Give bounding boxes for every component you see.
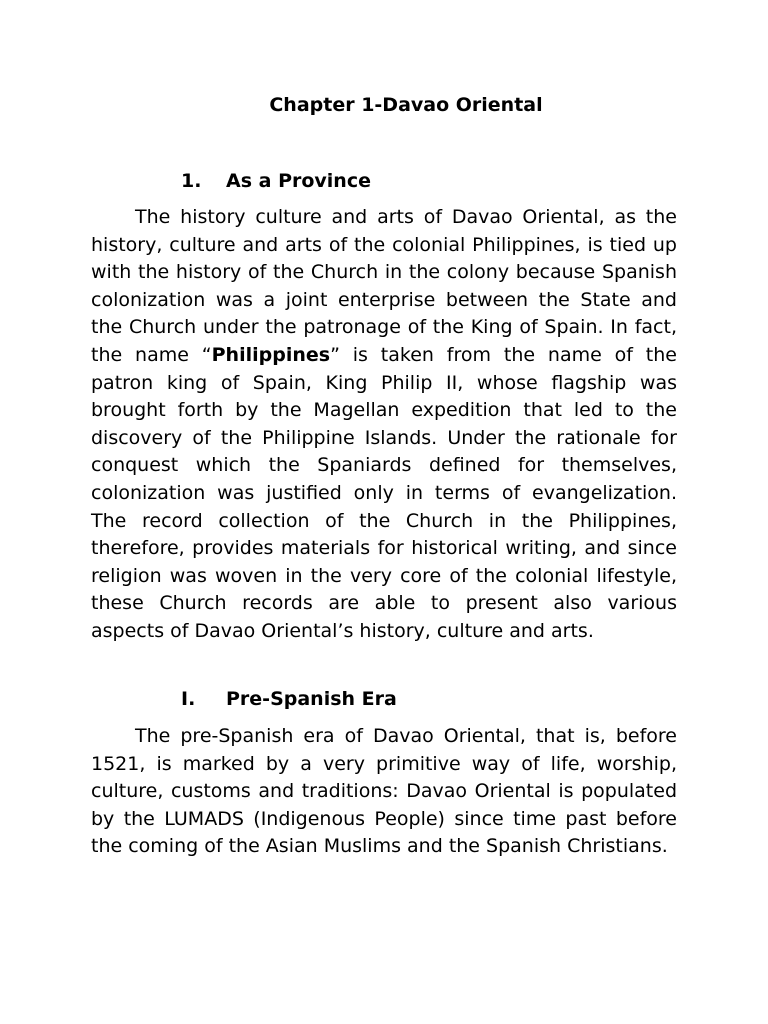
section-heading-pre-spanish-era (181, 687, 397, 711)
section-heading-text: Pre-Spanish Era (226, 688, 397, 710)
paragraph-as-a-province (91, 204, 677, 646)
paragraph-text-part: The history culture and arts of Davao Oriental, as the history, culture and arts of the colonial Philippines, is tied up with the history of the Church in the colony because Spanish colonization was a joint enterprise between the State and the Church under the patronage of the King of Spain. In fact, the name “ (91, 206, 677, 366)
section-number: I. (181, 688, 196, 710)
chapter-title: Chapter 1-Davao Oriental (269, 94, 543, 116)
section-number: 1. (181, 170, 202, 192)
section-heading-as-a-province (181, 169, 371, 193)
paragraph-pre-spanish-era: The pre-Spanish era of Davao Oriental, that is, before 1521, is marked by a very primitive way of life, worship, culture, customs and traditions: Davao Oriental is populated by the LUMADS (Indigenous People) since time past before the coming of the Asian Muslims and the Spanish Christians. (91, 725, 677, 858)
paragraph-text-part: ” is taken from the name of the patron king of Spain, King Philip II, whose flagship was brought forth by the Magellan expedition that led to the discovery of the Philippine Islands. Under the rationale for conquest which the Spaniards defined for themselves, colonization was justified only in terms of evangelization. The record collection of the Church in the Philippines, therefore, provides materials for historical writing, and since religion was woven in the very core of the colonial lifestyle, these Church records are able to present also various aspects of Davao Oriental’s history, culture and arts. (91, 343, 677, 642)
paragraph-bold-term: Philippines (211, 343, 331, 366)
section-heading-text: As a Province (226, 170, 371, 192)
